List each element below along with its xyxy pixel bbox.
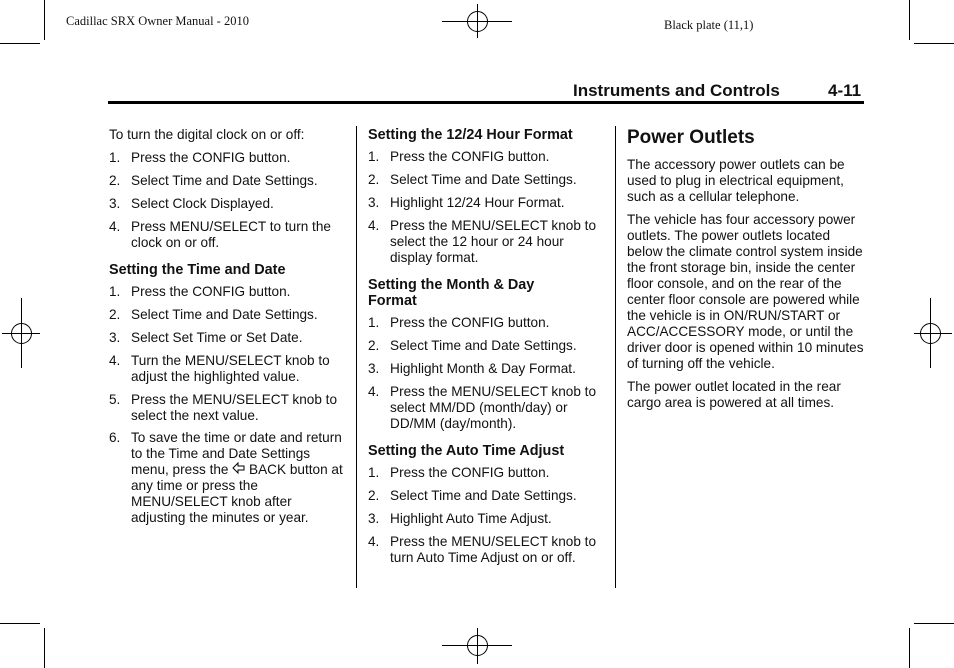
list-item xyxy=(109,353,349,385)
power-outlets-paragraph-3: The power outlet located in the rear cargo area is powered at all times. xyxy=(627,379,841,410)
hour-format-heading: Setting the 12/24 Hour Format xyxy=(368,127,573,143)
hour-format-steps xyxy=(368,149,604,266)
list-item xyxy=(109,330,349,346)
time-date-steps xyxy=(109,284,349,424)
column-separator-1 xyxy=(356,126,357,588)
list-item xyxy=(368,384,604,432)
month-day-steps xyxy=(368,315,604,432)
step-number: 4. xyxy=(109,353,121,368)
step-number: 4. xyxy=(368,534,380,549)
power-outlets-paragraph-1: The accessory power outlets can be used to plug in electrical equipment, such as a cellular telephone. xyxy=(627,157,845,204)
step-text: Press the MENU/SELECT knob to select the next value. xyxy=(131,392,338,423)
step-number: 1. xyxy=(368,465,380,480)
power-outlets-heading: Power Outlets xyxy=(627,127,755,148)
power-outlets-paragraph-2: The vehicle has four accessory power outlets. The power outlets located below the climate control system inside the front storage bin, inside the center floor console, and on the rear of the center floor console are powered while the vehicle is in ON/RUN/START or ACC/ACCESSORY mode, or until the driver door is opened within 10 minutes of turning off the vehicle. xyxy=(627,212,864,371)
step-text: Select Clock Displayed. xyxy=(131,196,274,211)
step-number: 2. xyxy=(368,488,380,503)
step-number: 2. xyxy=(368,338,380,353)
step-text: Highlight Auto Time Adjust. xyxy=(390,511,552,526)
step-number: 1. xyxy=(368,315,380,330)
step-text: Select Set Time or Set Date. xyxy=(131,330,303,345)
step-text: Press the CONFIG button. xyxy=(390,465,550,480)
list-item xyxy=(368,465,604,481)
step-number: 1. xyxy=(109,150,121,165)
step-number: 1. xyxy=(368,149,380,164)
step-text: Press the MENU/SELECT knob to turn Auto Time Adjust on or off. xyxy=(390,534,597,565)
page-number: 4-11 xyxy=(828,81,862,100)
step-text-end: BACK button at any time or press the MENU/SELECT knob after adjusting the minutes or year. xyxy=(131,462,343,525)
time-date-heading: Setting the Time and Date xyxy=(109,262,286,278)
step-text: Select Time and Date Settings. xyxy=(390,338,577,353)
crop-mark-top-left-h xyxy=(0,43,40,44)
step-number: 2. xyxy=(109,307,121,322)
step-text: Press MENU/SELECT to turn the clock on or off. xyxy=(131,219,331,250)
step-number: 5. xyxy=(109,392,121,407)
crop-mark-top-left-v xyxy=(44,0,45,40)
list-item xyxy=(368,361,604,377)
step-number: 4. xyxy=(109,219,121,234)
list-item xyxy=(109,284,349,300)
step-number: 4. xyxy=(368,218,380,233)
step-text: Press the CONFIG button. xyxy=(390,149,550,164)
header-rule xyxy=(108,101,864,104)
step-number: 3. xyxy=(368,361,380,376)
crop-mark-bottom-left-v xyxy=(44,628,45,668)
column-3 xyxy=(627,127,865,418)
list-item xyxy=(368,534,604,566)
list-item xyxy=(109,430,349,526)
list-item xyxy=(109,392,349,424)
step-number: 4. xyxy=(368,384,380,399)
crop-mark-bottom-right-h xyxy=(914,623,954,624)
section-title: Instruments and Controls xyxy=(573,81,780,100)
list-item xyxy=(368,315,604,331)
step-text: Select Time and Date Settings. xyxy=(131,173,318,188)
list-item xyxy=(368,488,604,504)
crop-mark-bottom-right-v xyxy=(909,628,910,668)
step-number: 3. xyxy=(368,195,380,210)
step-number: 2. xyxy=(368,172,380,187)
plate-label: Black plate (11,1) xyxy=(664,18,754,32)
list-item xyxy=(109,307,349,323)
time-date-step-6 xyxy=(109,430,349,526)
step-number: 3. xyxy=(109,196,121,211)
list-item xyxy=(368,511,604,527)
manual-title: Cadillac SRX Owner Manual - 2010 xyxy=(66,14,249,28)
step-text: Select Time and Date Settings. xyxy=(390,488,577,503)
step-text-start: To save the time or date and return to the Time and Date Settings menu, press the xyxy=(131,430,342,477)
step-number: 3. xyxy=(368,511,380,526)
step-text: Turn the MENU/SELECT knob to adjust the highlighted value. xyxy=(131,353,330,384)
step-number: 1. xyxy=(109,284,121,299)
column-separator-2 xyxy=(615,126,616,588)
column-1 xyxy=(109,127,349,533)
list-item xyxy=(368,149,604,165)
list-item xyxy=(109,150,349,166)
step-text: Press the CONFIG button. xyxy=(131,284,291,299)
step-number: 2. xyxy=(109,173,121,188)
list-item xyxy=(109,196,349,212)
step-text: Press the CONFIG button. xyxy=(390,315,550,330)
list-item xyxy=(368,172,604,188)
step-text: Press the MENU/SELECT knob to select MM/DD (month/day) or DD/MM (day/month). xyxy=(390,384,597,431)
step-text: Press the CONFIG button. xyxy=(131,150,291,165)
month-day-heading: Setting the Month & Day Format xyxy=(368,277,535,309)
step-number: 6. xyxy=(109,430,121,445)
list-item xyxy=(368,218,604,266)
crop-mark-bottom-left-h xyxy=(0,623,40,624)
list-item xyxy=(368,195,604,211)
list-item xyxy=(109,219,349,251)
step-number: 3. xyxy=(109,330,121,345)
clock-intro: To turn the digital clock on or off: xyxy=(109,127,305,142)
step-text: Highlight Month & Day Format. xyxy=(390,361,576,376)
step-text: Highlight 12/24 Hour Format. xyxy=(390,195,565,210)
back-arrow-icon xyxy=(232,462,245,478)
column-2 xyxy=(368,127,604,573)
step-text: Press the MENU/SELECT knob to select the 12 hour or 24 hour display format. xyxy=(390,218,597,265)
crop-mark-top-right-h xyxy=(914,43,954,44)
auto-time-steps xyxy=(368,465,604,566)
step-text: Select Time and Date Settings. xyxy=(131,307,318,322)
crop-mark-top-right-v xyxy=(909,0,910,40)
auto-time-heading: Setting the Auto Time Adjust xyxy=(368,443,565,459)
list-item xyxy=(109,173,349,189)
list-item xyxy=(368,338,604,354)
clock-steps xyxy=(109,150,349,251)
step-text: Select Time and Date Settings. xyxy=(390,172,577,187)
